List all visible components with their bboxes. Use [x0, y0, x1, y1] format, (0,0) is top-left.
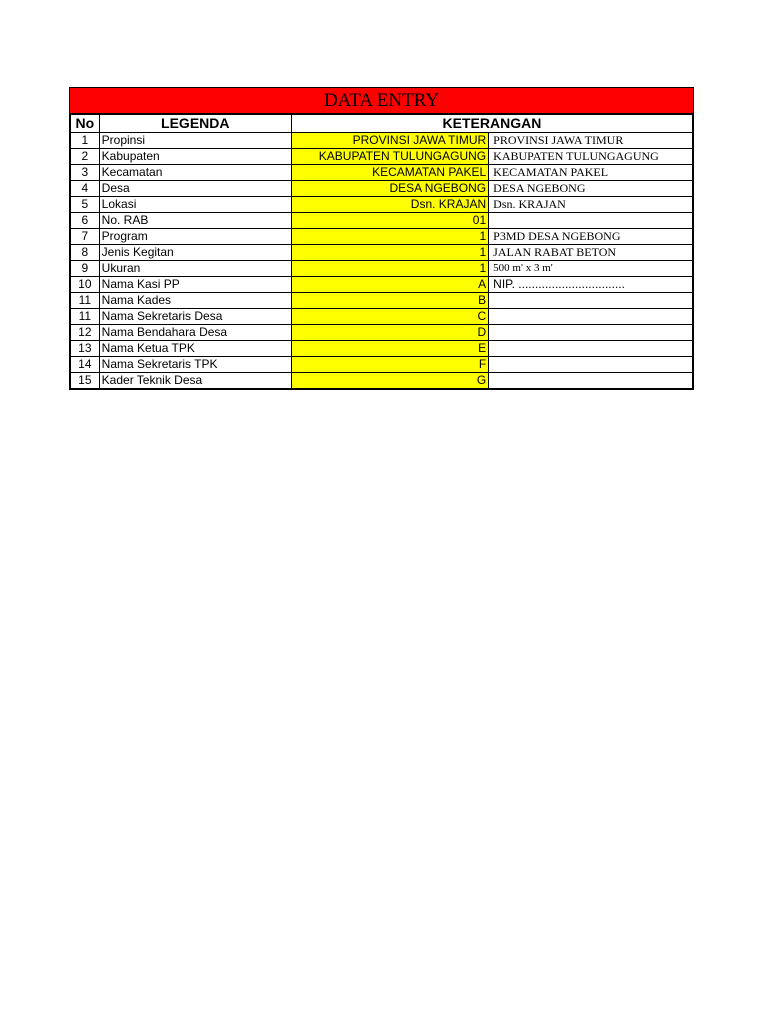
row-keterangan	[489, 325, 693, 341]
row-no: 12	[70, 325, 99, 341]
table-row	[70, 373, 693, 390]
table-row	[70, 181, 693, 197]
row-value-cell[interactable]: 1	[291, 229, 488, 245]
row-keterangan	[489, 373, 693, 390]
header-keterangan: KETERANGAN	[291, 115, 693, 133]
table-row	[70, 277, 693, 293]
row-keterangan	[489, 293, 693, 309]
row-value-cell[interactable]: KECAMATAN PAKEL	[291, 165, 488, 181]
row-value-cell[interactable]: Dsn. KRAJAN	[291, 197, 488, 213]
row-keterangan: 500 m' x 3 m'	[489, 261, 693, 277]
row-legenda: Program	[99, 229, 291, 245]
row-value-cell[interactable]: G	[291, 373, 488, 390]
row-legenda: Nama Ketua TPK	[99, 341, 291, 357]
table-row	[70, 133, 693, 149]
row-no: 13	[70, 341, 99, 357]
row-value-cell[interactable]: KABUPATEN TULUNGAGUNG	[291, 149, 488, 165]
row-legenda: Nama Sekretaris TPK	[99, 357, 291, 373]
row-keterangan	[489, 357, 693, 373]
row-legenda: Nama Sekretaris Desa	[99, 309, 291, 325]
row-no: 7	[70, 229, 99, 245]
row-keterangan: KECAMATAN PAKEL	[489, 165, 693, 181]
table-row	[70, 357, 693, 373]
row-no: 2	[70, 149, 99, 165]
table-row	[70, 309, 693, 325]
table-row	[70, 245, 693, 261]
row-keterangan: PROVINSI JAWA TIMUR	[489, 133, 693, 149]
row-no: 11	[70, 293, 99, 309]
row-legenda: No. RAB	[99, 213, 291, 229]
row-no: 10	[70, 277, 99, 293]
row-legenda: Jenis Kegitan	[99, 245, 291, 261]
row-no: 4	[70, 181, 99, 197]
row-value-cell[interactable]: DESA NGEBONG	[291, 181, 488, 197]
table-row	[70, 293, 693, 309]
row-no: 8	[70, 245, 99, 261]
row-value-cell[interactable]: E	[291, 341, 488, 357]
table-row	[70, 261, 693, 277]
table-row	[70, 149, 693, 165]
table-row	[70, 229, 693, 245]
sheet-title: DATA ENTRY	[69, 87, 694, 114]
row-legenda: Nama Kasi PP	[99, 277, 291, 293]
row-no: 15	[70, 373, 99, 390]
row-legenda: Nama Bendahara Desa	[99, 325, 291, 341]
header-row	[70, 115, 693, 133]
row-no: 6	[70, 213, 99, 229]
row-value-cell[interactable]: 01	[291, 213, 488, 229]
row-legenda: Kabupaten	[99, 149, 291, 165]
row-no: 5	[70, 197, 99, 213]
data-entry-table	[69, 114, 694, 390]
row-legenda: Nama Kades	[99, 293, 291, 309]
row-value-cell[interactable]: B	[291, 293, 488, 309]
row-keterangan: DESA NGEBONG	[489, 181, 693, 197]
table-row	[70, 325, 693, 341]
row-legenda: Ukuran	[99, 261, 291, 277]
table-row	[70, 197, 693, 213]
table-row	[70, 341, 693, 357]
row-value-cell[interactable]: F	[291, 357, 488, 373]
row-legenda: Kecamatan	[99, 165, 291, 181]
row-keterangan: JALAN RABAT BETON	[489, 245, 693, 261]
row-no: 3	[70, 165, 99, 181]
table-row	[70, 213, 693, 229]
row-value-cell[interactable]: D	[291, 325, 488, 341]
row-legenda: Propinsi	[99, 133, 291, 149]
row-keterangan	[489, 213, 693, 229]
row-value-cell[interactable]: PROVINSI JAWA TIMUR	[291, 133, 488, 149]
header-legenda: LEGENDA	[99, 115, 291, 133]
row-no: 9	[70, 261, 99, 277]
row-legenda: Lokasi	[99, 197, 291, 213]
row-keterangan: Dsn. KRAJAN	[489, 197, 693, 213]
row-value-cell[interactable]: 1	[291, 245, 488, 261]
row-keterangan	[489, 341, 693, 357]
row-value-cell[interactable]: C	[291, 309, 488, 325]
table-row	[70, 165, 693, 181]
row-keterangan: P3MD DESA NGEBONG	[489, 229, 693, 245]
row-keterangan: NIP. ................................	[489, 277, 693, 293]
row-no: 1	[70, 133, 99, 149]
row-legenda: Desa	[99, 181, 291, 197]
row-no: 11	[70, 309, 99, 325]
row-legenda: Kader Teknik Desa	[99, 373, 291, 390]
row-keterangan	[489, 309, 693, 325]
header-no: No	[70, 115, 99, 133]
row-value-cell[interactable]: A	[291, 277, 488, 293]
row-no: 14	[70, 357, 99, 373]
row-value-cell[interactable]: 1	[291, 261, 488, 277]
data-entry-sheet	[69, 87, 694, 390]
row-keterangan: KABUPATEN TULUNGAGUNG	[489, 149, 693, 165]
